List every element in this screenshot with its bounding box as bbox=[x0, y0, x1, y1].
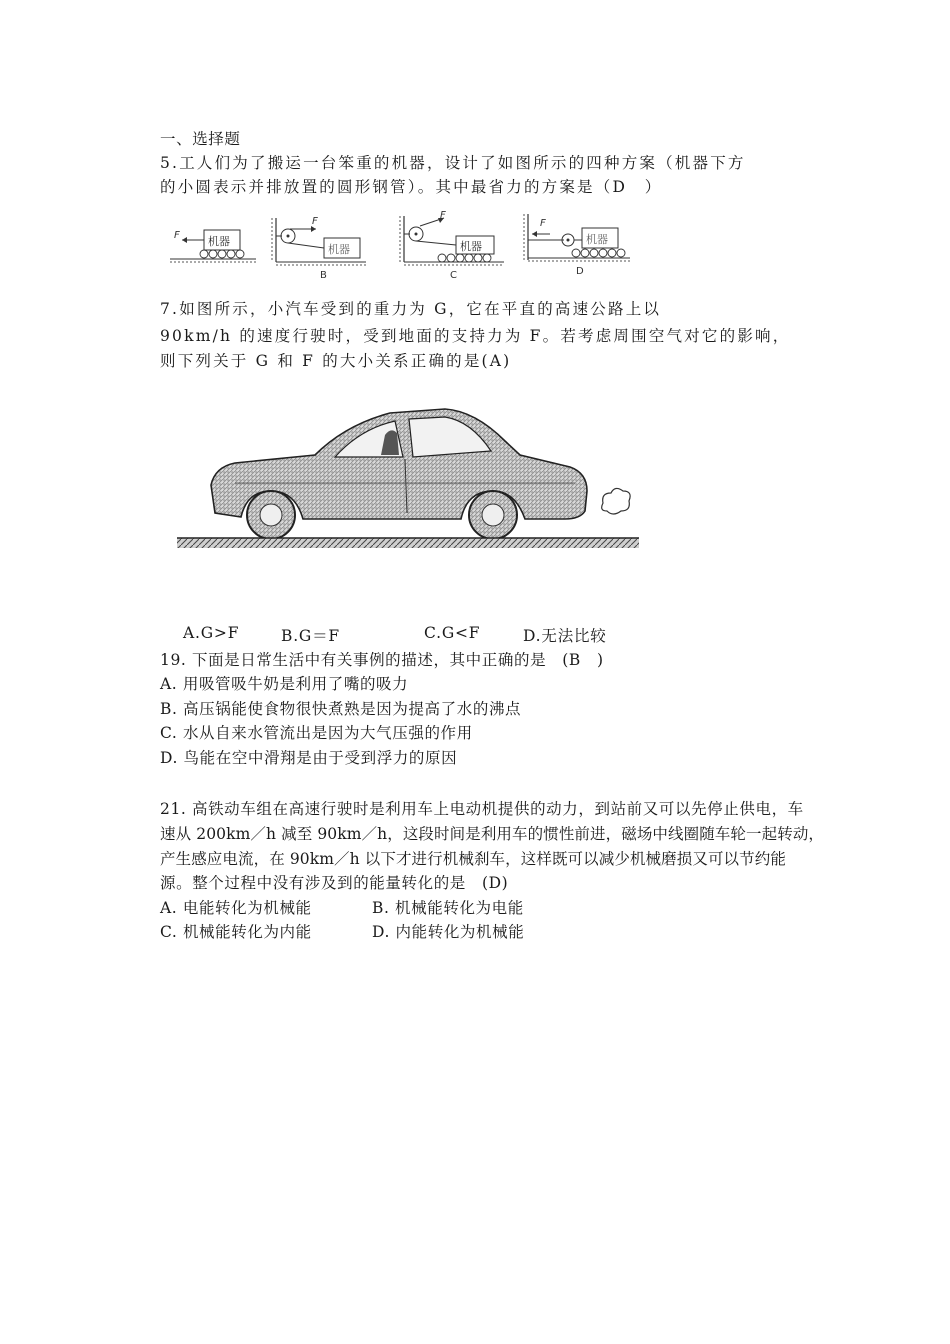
q19-option-b: B. 高压锅能使食物很快煮熟是因为提高了水的沸点 bbox=[160, 700, 522, 718]
q21-stem-line2: 速从 200km／h 减至 90km／h，这段时间是利用车的惯性前进，磁场中线圈随车轮一起转动， bbox=[160, 825, 825, 843]
exhaust-puff bbox=[602, 488, 630, 514]
machine-label: 机器 bbox=[460, 240, 482, 253]
car-illustration bbox=[175, 395, 645, 565]
steel-rollers bbox=[572, 249, 625, 257]
machine-label: 机器 bbox=[328, 243, 350, 256]
figure-caption: B bbox=[320, 270, 327, 281]
q19-stem: 19. 下面是日常生活中有关事例的描述，其中正确的是 (B ) bbox=[160, 651, 604, 669]
section-title: 一、选择题 bbox=[160, 130, 241, 148]
road bbox=[177, 538, 639, 548]
q7-stem-line1: 7.如图所示，小汽车受到的重力为 G，它在平直的高速公路上以 bbox=[160, 300, 662, 318]
q5-figure-d bbox=[520, 210, 632, 280]
q5-figure-b bbox=[268, 212, 368, 280]
q21-option-a: A. 电能转化为机械能 bbox=[160, 899, 312, 917]
q7-option-a: A.G>F bbox=[183, 624, 240, 642]
q21-stem-line1: 21. 高铁动车组在高速行驶时是利用车上电动机提供的动力，到站前又可以先停止供电，车 bbox=[160, 800, 804, 818]
figure-caption: C bbox=[450, 270, 457, 281]
q5-stem-line1: 5.工人们为了搬运一台笨重的机器，设计了如图所示的四种方案（机器下方 bbox=[160, 154, 746, 172]
force-label: F bbox=[174, 230, 180, 241]
machine-label: 机器 bbox=[586, 233, 608, 246]
q21-option-d: D. 内能转化为机械能 bbox=[372, 923, 525, 941]
q19-option-a: A. 用吸管吸牛奶是利用了嘴的吸力 bbox=[160, 675, 409, 693]
q7-option-c: C.G<F bbox=[424, 624, 481, 642]
q21-stem-line4: 源。整个过程中没有涉及到的能量转化的是 (D) bbox=[160, 874, 509, 892]
force-label: F bbox=[312, 216, 318, 227]
q5-stem-line2: 的小圆表示并排放置的圆形钢管）。其中最省力的方案是（D ） bbox=[160, 178, 663, 196]
machine-label: 机器 bbox=[208, 235, 230, 248]
steel-rollers bbox=[200, 250, 244, 258]
q5-figure-c bbox=[396, 210, 508, 280]
q7-option-d: D.无法比较 bbox=[523, 627, 607, 645]
force-label: F bbox=[540, 218, 546, 229]
q5-figure-a bbox=[168, 222, 258, 270]
q7-stem-line2: 90km/h 的速度行驶时，受到地面的支持力为 F。若考虑周围空气对它的影响， bbox=[160, 327, 791, 345]
q21-option-b: B. 机械能转化为电能 bbox=[372, 899, 524, 917]
q19-option-c: C. 水从自来水管流出是因为大气压强的作用 bbox=[160, 724, 473, 742]
q7-option-b: B.G＝F bbox=[281, 627, 340, 645]
force-label: F bbox=[440, 210, 446, 221]
q19-option-d: D. 鸟能在空中滑翔是由于受到浮力的原因 bbox=[160, 749, 458, 767]
steel-rollers bbox=[438, 254, 491, 262]
figure-caption: D bbox=[576, 266, 584, 277]
q7-stem-line3: 则下列关于 G 和 F 的大小关系正确的是(A) bbox=[160, 352, 512, 370]
q21-option-c: C. 机械能转化为内能 bbox=[160, 923, 312, 941]
q21-stem-line3: 产生感应电流，在 90km／h 以下才进行机械刹车，这样既可以减少机械磨损又可以节约能 bbox=[160, 850, 786, 868]
